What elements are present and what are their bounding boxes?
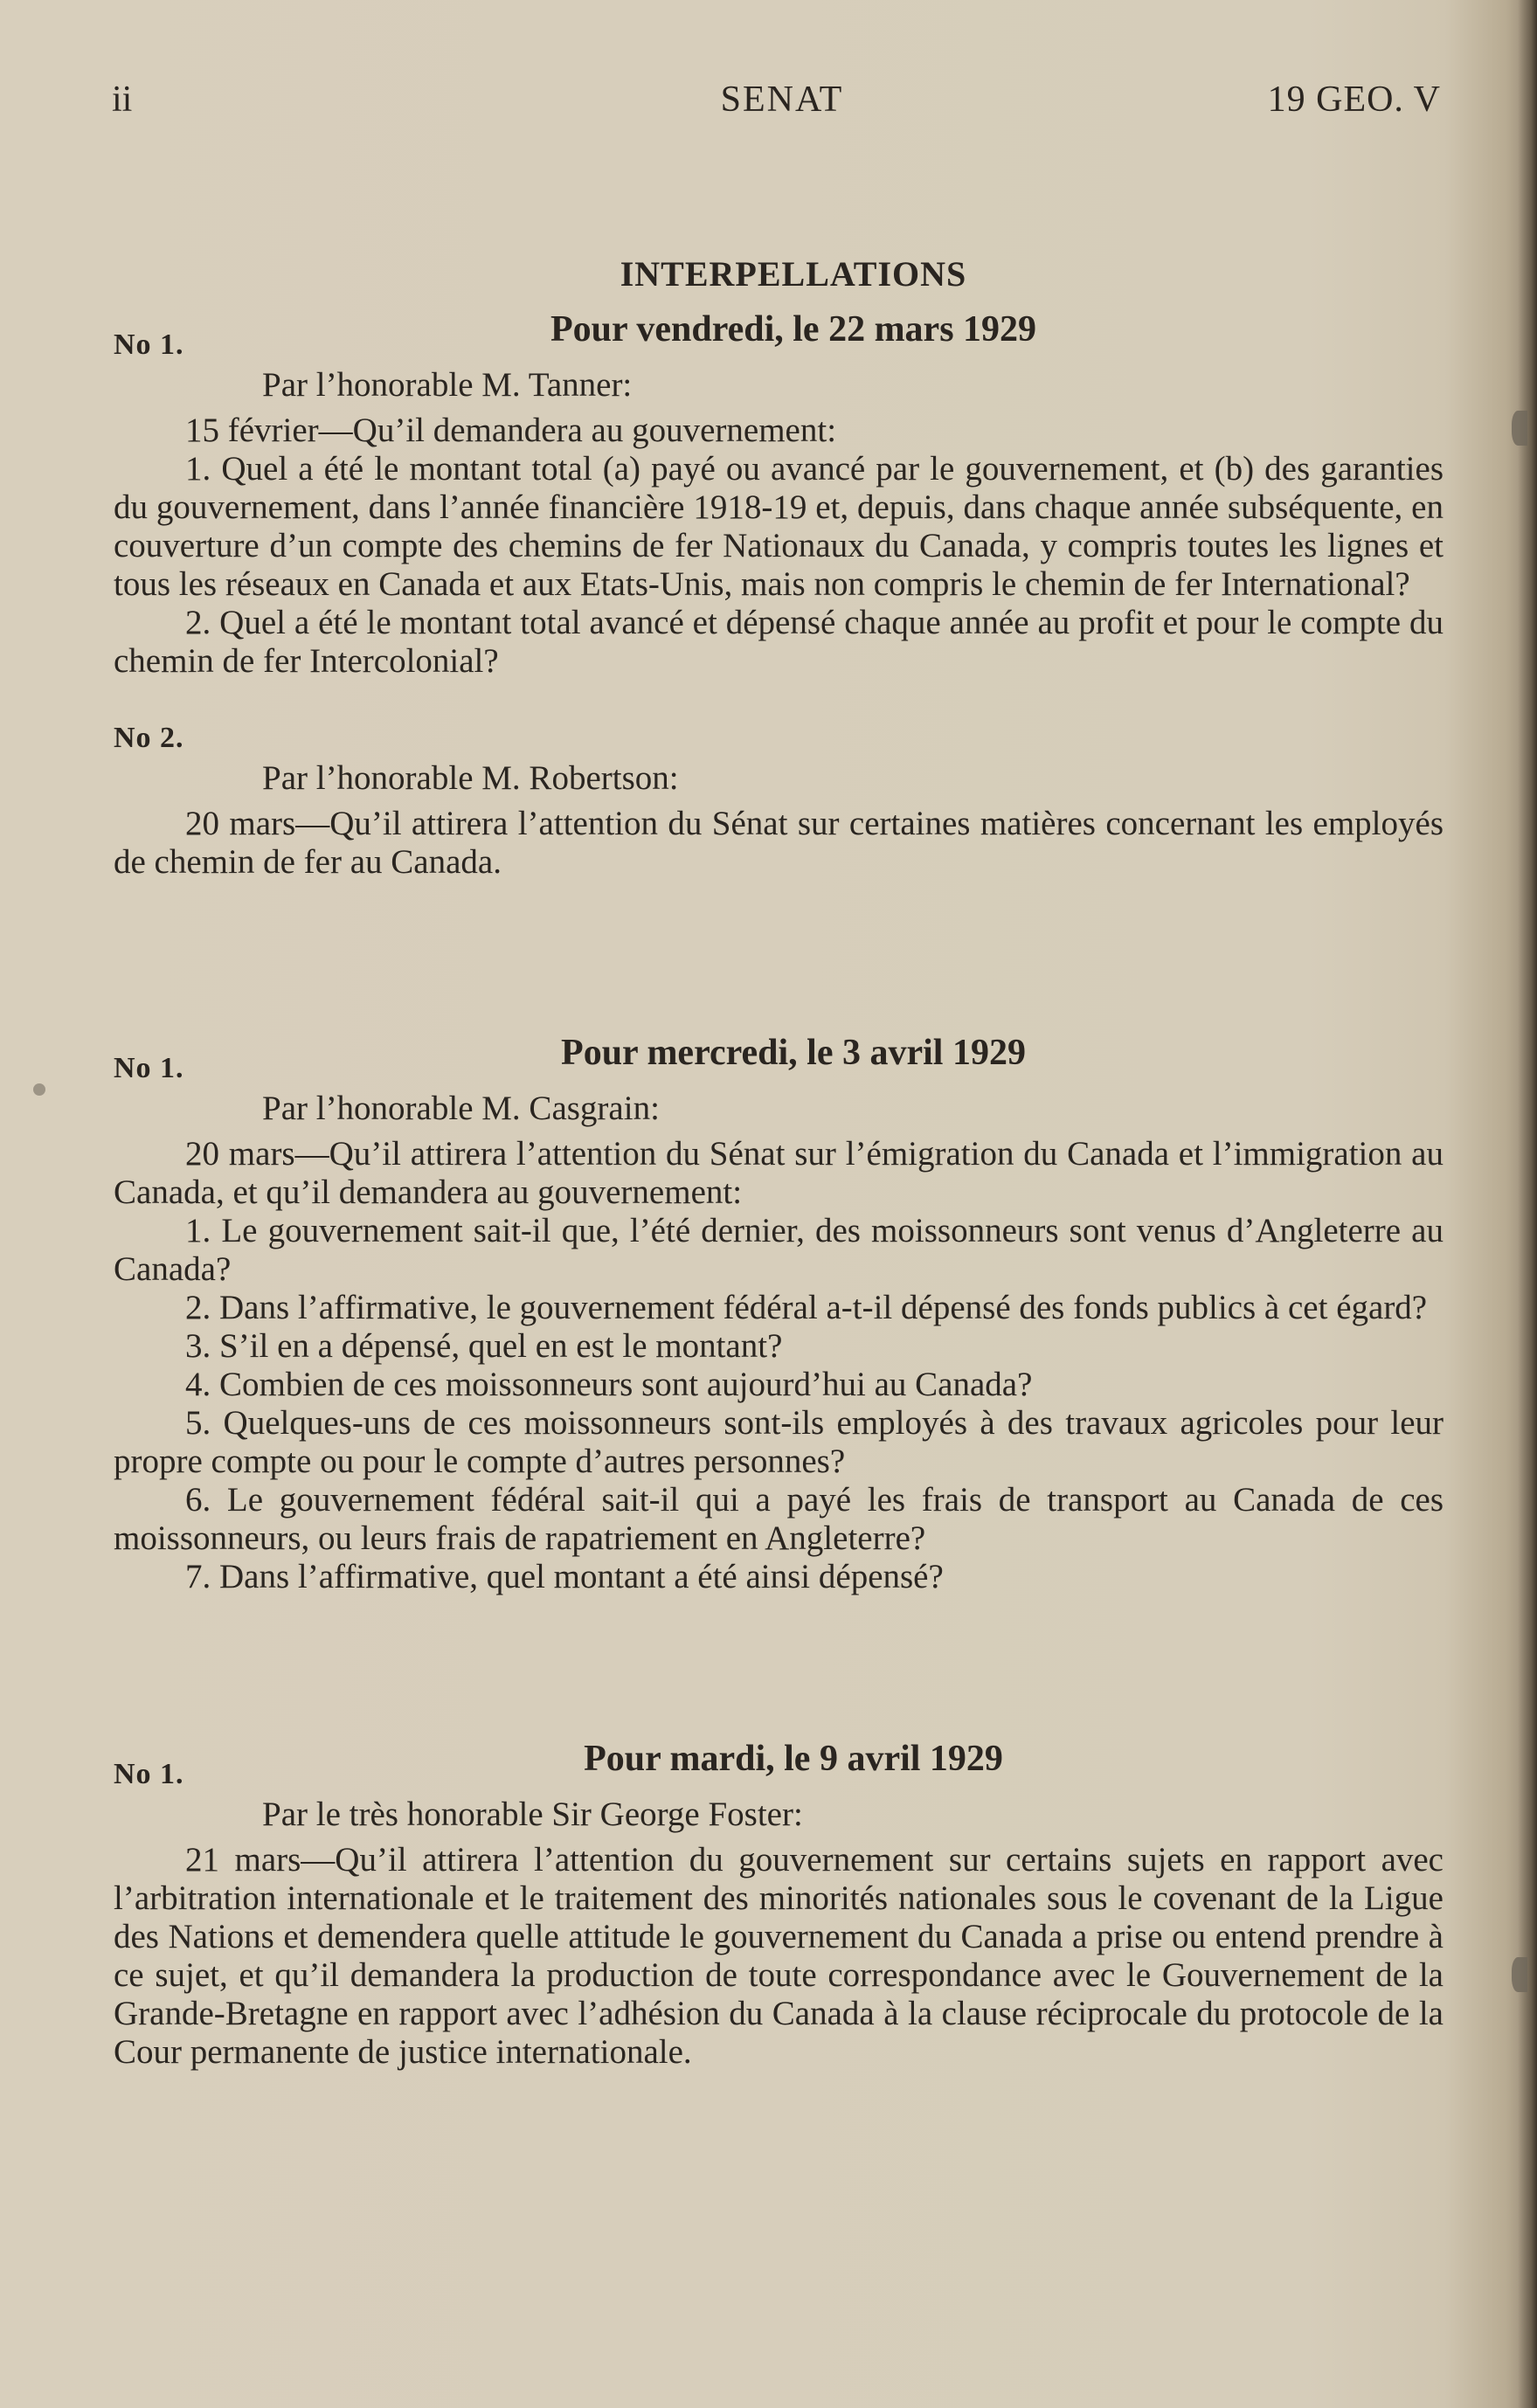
item-paragraph: 21 mars—Qu’il attirera l’attention du gouvernement sur certains sujets en rapport avec l’arbitration internationale et le traitement des minorités nationales sous le covenant de la Ligue des Nations et demendera quelle attitude le gouvernement du Canada a prise ou entend prendre à ce sujet, et qu’il demandera la production de toute correspondance avec le Gouvernement de la Grande-Bretagne en rapport avec l’adhésion du Canada à la clause réciprocale du protocole de la Cour permanente de justice internationale.	[114, 1841, 1444, 2071]
interpellation-item	[114, 1051, 1444, 1596]
section-3-avril	[114, 1030, 1444, 1596]
item-paragraph: 4. Combien de ces moissonneurs sont aujourd’hui au Canada?	[185, 1366, 1033, 1403]
regnal-year: 19 GEO. V	[1267, 80, 1441, 120]
item-paragraph: 20 mars—Qu’il attirera l’attention du Sénat sur certaines matières concernant les employés de chemin de fer au Canada.	[114, 805, 1444, 881]
section-9-avril	[114, 1736, 1444, 2072]
page-edge-shadow	[1518, 0, 1537, 2408]
section-heading: Pour mardi, le 9 avril 1929	[584, 1739, 1003, 1779]
paper-speck	[33, 1083, 45, 1096]
item-paragraph: 2. Quel a été le montant total avancé et dépensé chaque année au profit et pour le compte du chemin de fer Intercolonial?	[114, 604, 1444, 680]
main-heading: INTERPELLATIONS	[620, 254, 967, 294]
item-paragraph: 3. S’il en a dépensé, quel en est le montant?	[185, 1327, 783, 1365]
item-author: Par le très honorable Sir George Foster:	[262, 1796, 803, 1833]
item-author: Par l’honorable M. Casgrain:	[262, 1090, 660, 1127]
item-paragraph: 6. Le gouvernement fédéral sait-il qui a payé les frais de transport au Canada de ces moissonneurs, ou leurs frais de rapatriement en Angleterre?	[114, 1481, 1444, 1557]
item-author: Par l’honorable M. Tanner:	[262, 366, 633, 404]
page-content	[114, 253, 1444, 2072]
section-22-mars	[114, 307, 1444, 882]
item-number: No 2.	[114, 722, 184, 754]
item-paragraph: 1. Quel a été le montant total (a) payé ou avancé par le gouvernement, et (b) des garanties du gouvernement, dans l’année financière 1918-19 et, depuis, dans chaque année subséquente, en couverture d’un compte des chemins de fer Nationaux du Canada, y compris toutes les lignes et tous les réseaux en Canada et aux Etats-Unis, mais non compris le chemin de fer International?	[114, 450, 1444, 603]
item-number: No 1.	[114, 329, 184, 361]
item-paragraph: 1. Le gouvernement sait-il que, l’été dernier, des moissonneurs sont venus d’Angleterre au Canada?	[114, 1212, 1444, 1288]
header-title: SENAT	[720, 80, 844, 120]
item-author: Par l’honorable M. Robertson:	[262, 759, 679, 797]
paper-speck	[1512, 1957, 1527, 1992]
interpellation-item	[114, 721, 1444, 882]
item-number: No 1.	[114, 1052, 184, 1084]
section-heading: Pour vendredi, le 22 mars 1929	[550, 309, 1037, 349]
item-number: No 1.	[114, 1758, 184, 1790]
paper-speck	[1512, 411, 1527, 446]
item-paragraph: 5. Quelques-uns de ces moissonneurs sont-ils employés à des travaux agricoles pour leur propre compte ou pour le compte d’autres personnes?	[114, 1404, 1444, 1480]
interpellation-item	[114, 328, 1444, 681]
item-paragraph: 7. Dans l’affirmative, quel montant a été ainsi dépensé?	[185, 1558, 944, 1595]
item-paragraph: 20 mars—Qu’il attirera l’attention du Sénat sur l’émigration du Canada et l’immigration au Canada, et qu’il demandera au gouvernement:	[114, 1135, 1444, 1211]
page-number: ii	[112, 80, 133, 120]
interpellation-item	[114, 1757, 1444, 2072]
item-paragraph: 2. Dans l’affirmative, le gouvernement fédéral a-t-il dépensé des fonds publics à cet égard?	[185, 1289, 1428, 1326]
running-header	[0, 79, 1537, 122]
section-heading: Pour mercredi, le 3 avril 1929	[561, 1033, 1026, 1073]
item-paragraph: 15 février—Qu’il demandera au gouvernement:	[185, 412, 837, 449]
